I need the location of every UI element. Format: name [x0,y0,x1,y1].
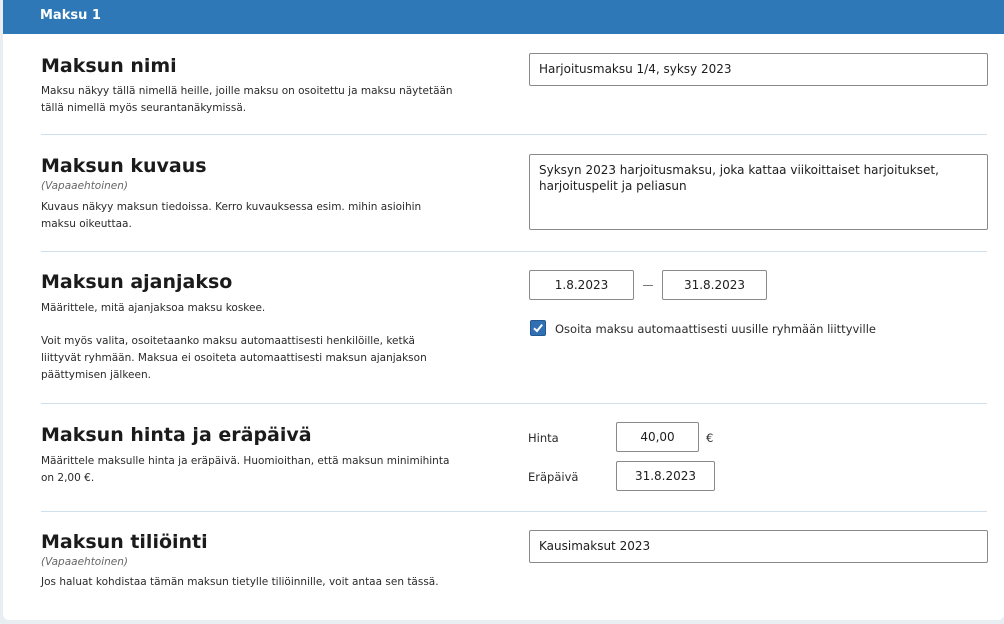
period-title: Maksun ajanjakso [41,271,233,293]
price-title: Maksun hinta ja eräpäivä [41,424,312,446]
period-auto-assign-help [41,333,481,384]
period-start-date-input[interactable]: 1.8.2023 [529,270,634,300]
due-date-label: Eräpäivä [528,470,579,484]
price-desc-line: on 2,00 €. [41,472,95,484]
panel-header: Maksu 1 [3,0,1004,34]
price-desc-line: Määrittele maksulle hinta ja eräpäivä. Huomioithan, että maksun minimihinta [41,455,450,467]
divider [41,511,987,512]
accounting-input[interactable]: Kausimaksut 2023 [529,530,988,563]
name-input[interactable]: Harjoitusmaksu 1/4, syksy 2023 [529,53,988,86]
payment-panel [3,0,1004,620]
period-help-line: liittyvät ryhmään. Maksua ei osoiteta automaattisesti maksun ajanjakson [41,352,427,364]
description-help-line: maksu oikeuttaa. [41,218,132,230]
price-description [41,453,481,487]
accounting-title: Maksun tiliöinti [41,531,208,553]
description-help [41,199,481,233]
accounting-optional-label: (Vapaaehtoinen) [41,556,129,568]
description-optional-label: (Vapaaehtoinen) [41,180,129,192]
name-title: Maksun nimi [41,55,177,77]
price-label: Hinta [528,431,559,445]
price-input[interactable]: 40,00 [616,422,699,452]
name-desc-line: tällä nimellä myös seurantanäkymissä. [41,102,247,114]
auto-assign-checkbox[interactable] [530,320,546,336]
currency-label: € [706,431,714,445]
divider [41,403,987,404]
accounting-description: Jos haluat kohdistaa tämän maksun tietylle tiliöinnille, voit antaa sen tässä. [41,576,439,588]
description-textarea[interactable]: Syksyn 2023 harjoitusmaksu, joka kattaa viikoittaiset harjoitukset, harjoituspelit ja peliasun [529,154,988,230]
name-description [41,83,481,117]
auto-assign-label[interactable]: Osoita maksu automaattisesti uusille ryhmään liittyville [555,322,876,336]
period-end-date-input[interactable]: 31.8.2023 [662,270,767,300]
date-range-separator [643,285,653,286]
period-description: Määrittele, mitä ajanjaksoa maksu koskee. [41,302,266,314]
checkmark-icon [532,322,544,334]
description-help-line: Kuvaus näkyy maksun tiedoissa. Kerro kuvauksessa esim. mihin asioihin [41,201,422,213]
period-help-line: päättymisen jälkeen. [41,369,151,381]
divider [41,251,987,252]
period-help-line: Voit myös valita, osoitetaanko maksu automaattisesti henkilöille, ketkä [41,335,415,347]
divider [41,134,987,135]
description-title: Maksun kuvaus [41,155,207,177]
due-date-input[interactable]: 31.8.2023 [616,461,715,491]
name-desc-line: Maksu näkyy tällä nimellä heille, joille maksu on osoitettu ja maksu näytetään [41,85,453,97]
